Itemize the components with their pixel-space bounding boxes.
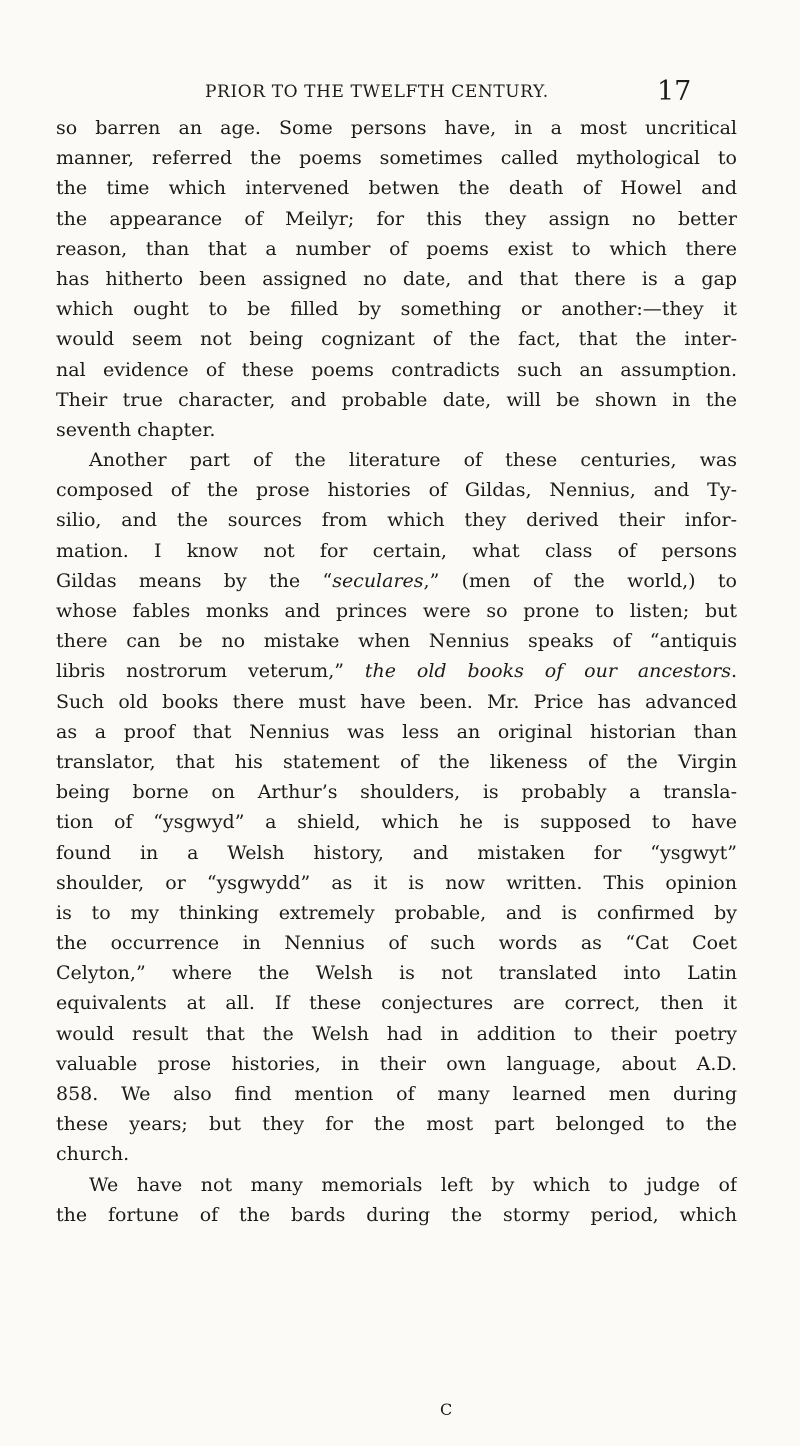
text-line: composed of the prose histories of Gildas, Nennius, and Ty- — [56, 479, 737, 502]
signature-mark: C — [440, 1400, 453, 1419]
italic-phrase: seculares — [332, 569, 424, 592]
text-line: whose fables monks and princes were so prone to listen; but — [56, 600, 737, 622]
body-text — [56, 113, 737, 1230]
text-line: seventh chapter. — [56, 418, 216, 441]
text-line: Such old books there must have been. Mr. Price has advanced — [56, 690, 737, 713]
text-line: mation. I know not for certain, what class of persons — [56, 539, 737, 562]
text-line: found in a Welsh history, and mistaken for “ysgwyt” — [56, 841, 737, 864]
text-line: which ought to be filled by something or another:—they it — [56, 298, 737, 321]
text-line: being borne on Arthur’s shoulders, is probably a transla- — [56, 781, 737, 804]
text-line: there can be no mistake when Nennius speaks of “antiquis — [56, 630, 737, 653]
page-header — [0, 76, 800, 112]
text-line: so barren an age. Some persons have, in a most uncritical — [56, 117, 737, 139]
text-line: reason, than that a number of poems exist to which there — [56, 237, 737, 260]
running-title: PRIOR TO THE TWELFTH CENTURY. — [205, 82, 549, 102]
text-line: Another part of the literature of these centuries, was — [89, 449, 737, 472]
italic-phrase: the old books of our ancestors — [364, 660, 731, 683]
text-line: manner, referred the poems sometimes called mythological to — [56, 147, 737, 170]
text-line: the occurrence in Nennius of such words as “Cat Coet — [56, 932, 737, 955]
text-line: We have not many memorials left by which to judge of — [89, 1173, 737, 1196]
text-line: the fortune of the bards during the stormy period, which — [56, 1203, 737, 1226]
text-line: valuable prose histories, in their own language, about A.D. — [56, 1052, 737, 1075]
page-number: 17 — [657, 76, 692, 107]
text-line: has hitherto been assigned no date, and that there is a gap — [56, 267, 737, 290]
text-line: would result that the Welsh had in addition to their poetry — [56, 1022, 737, 1045]
text-line: Celyton,” where the Welsh is not translated into Latin — [56, 962, 737, 985]
text-line: translator, that his statement of the likeness of the Virgin — [56, 750, 737, 773]
text-line: these years; but they for the most part belonged to the — [56, 1113, 737, 1136]
text-line: Their true character, and probable date, will be shown in the — [56, 388, 737, 411]
text-line: church. — [56, 1143, 130, 1166]
text-line: as a proof that Nennius was less an original historian than — [56, 720, 737, 743]
text-line: is to my thinking extremely probable, and is confirmed by — [56, 901, 737, 924]
text-line: 858. We also find mention of many learned men during — [56, 1083, 737, 1105]
text-line: silio, and the sources from which they derived their infor- — [56, 509, 737, 532]
text-line: nal evidence of these poems contradicts such an assumption. — [56, 358, 737, 381]
text-line: equivalents at all. If these conjectures are correct, then it — [56, 992, 737, 1015]
text-line: shoulder, or “ysgwydd” as it is now written. This opinion — [56, 871, 737, 894]
text-line: the appearance of Meilyr; for this they assign no better — [56, 207, 737, 230]
text-line: Gildas means by the “seculares,” (men of the world,) to — [56, 569, 737, 592]
text-line: would seem not being cognizant of the fact, that the inter- — [56, 328, 737, 351]
text-line: the time which intervened betwen the death of Howel and — [56, 177, 737, 200]
text-line: tion of “ysgwyd” a shield, which he is supposed to have — [56, 811, 737, 834]
text-line: libris nostrorum veterum,” the old books of our ancestors. — [56, 660, 737, 683]
